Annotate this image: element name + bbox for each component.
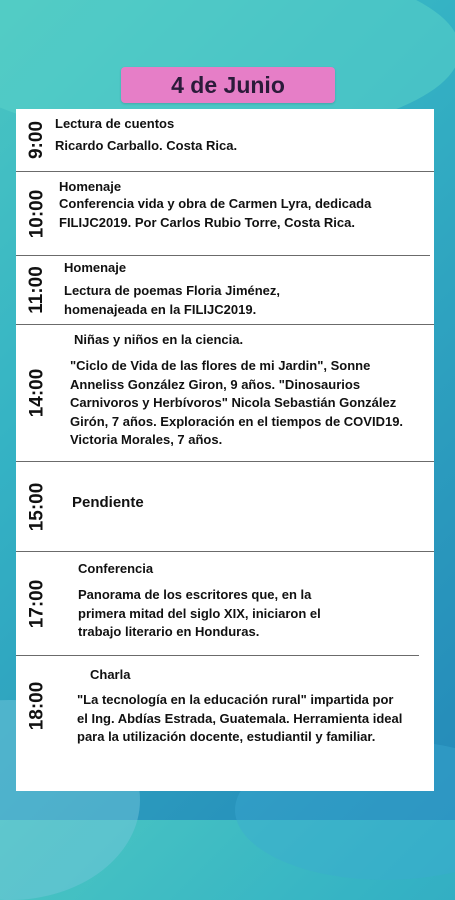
schedule-row-1000 <box>16 172 434 255</box>
schedule-row-1500 <box>16 462 434 551</box>
event-heading: Pendiente <box>72 494 144 511</box>
event-heading: Conferencia <box>78 561 154 576</box>
time-label: 18:00 <box>26 681 48 731</box>
event-description: Panorama de los escritores que, en la primera mitad del siglo XIX, iniciaron el trabajo literario en Honduras. <box>78 587 321 639</box>
event-heading: Homenaje <box>64 260 127 275</box>
time-label: 11:00 <box>26 266 48 314</box>
event-description: Conferencia vida y obra de Carmen Lyra, dedicada FILIJC2019. Por Carlos Rubio Torre, Costa Rica. <box>59 196 372 230</box>
time-label: 10:00 <box>26 189 48 238</box>
event-description: Lectura de poemas Floria Jiménez, homenajeada en la FILIJC2019. <box>64 283 281 317</box>
schedule-row-1400 <box>16 325 434 461</box>
time-label: 14:00 <box>26 368 48 418</box>
event-description: "La tecnología en la educación rural" impartida por el Ing. Abdías Estrada, Guatemala. Herramienta ideal para la utilización docente, estudiantil y familiar. <box>77 692 403 744</box>
event-description: Ricardo Carballo. Costa Rica. <box>55 138 238 153</box>
event-heading: Charla <box>90 667 131 682</box>
event-heading: Niñas y niños en la ciencia. <box>74 332 244 347</box>
event-heading: Lectura de cuentos <box>55 116 175 131</box>
schedule-card <box>16 109 434 791</box>
schedule-row-1100 <box>16 256 434 324</box>
event-description: "Ciclo de Vida de las flores de mi Jardin", Sonne Anneliss González Giron, 9 años. "Dinosaurios Carnivoros y Herbívoros" Nicola Sebastián González Girón, 7 años. Exploración en el tiempos de COVID19. Victoria Morales, 7 años. <box>70 358 404 447</box>
time-label: 9:00 <box>26 120 47 160</box>
time-label: 17:00 <box>26 579 48 628</box>
schedule-row-1800 <box>16 656 434 791</box>
schedule-row-0900 <box>16 109 434 171</box>
time-label: 15:00 <box>26 482 48 531</box>
event-heading: Homenaje <box>59 179 122 194</box>
page-title: 4 de Junio <box>171 71 285 98</box>
schedule-row-1700 <box>16 552 434 655</box>
date-title-banner <box>121 67 335 103</box>
